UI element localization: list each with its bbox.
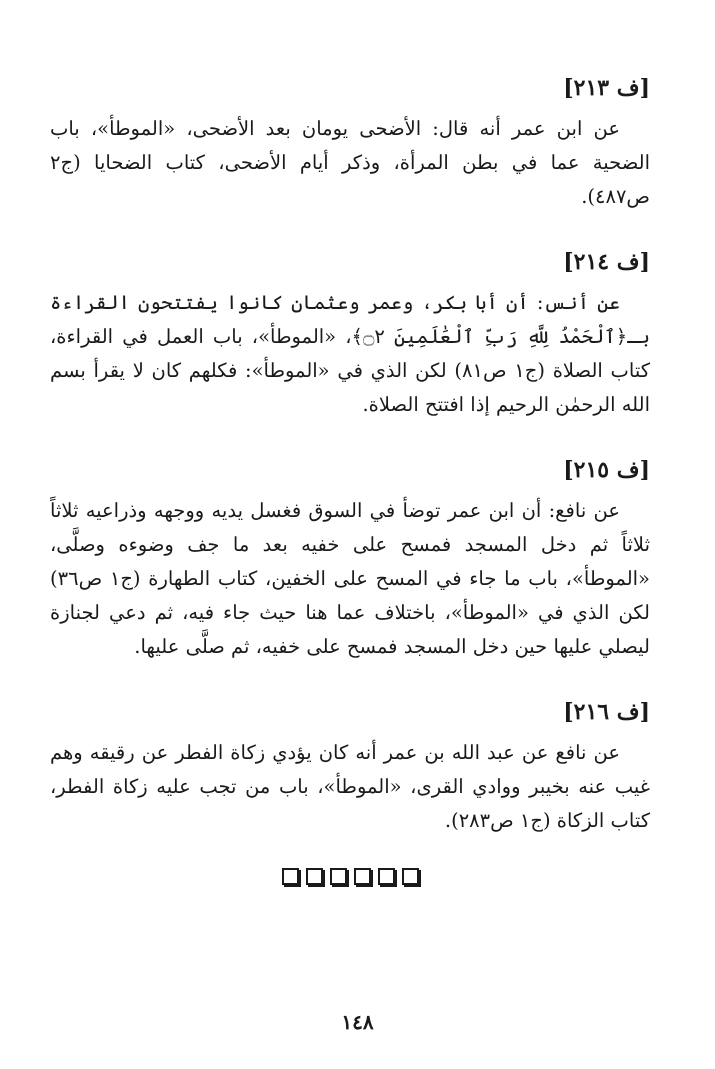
section-216 <box>50 694 650 838</box>
section-text: عن ابن عمر أنه قال: الأضحى يومان بعد الأضحى، «الموطأ»، باب الضحية عما في بطن المرأة، وذكر أيام الأضحى، كتاب الضحايا (ج٢ ص٤٨٧). <box>50 117 650 208</box>
section-separator <box>50 868 650 885</box>
section-heading: [ف ٢١٥] <box>563 457 650 483</box>
section-215 <box>50 452 650 664</box>
separator-box-icon <box>354 868 371 885</box>
section-213 <box>50 70 650 214</box>
section-heading: [ف ٢١٦] <box>563 699 650 725</box>
separator-box-icon <box>378 868 395 885</box>
section-214 <box>50 244 650 422</box>
section-text: عن أنس: أن أبا بكر، وعمر وعثمان كانوا يفتتحون القراءة بـ﴿ٱلْحَمْدُ لِلَّهِ رَبِّ ٱلْعَٰلَمِينَ ۝٢﴾، «الموطأ»، باب العمل في القراءة، كتاب الصلاة (ج١ ص٨١) لكن الذي في «الموطأ»: فكلهم كان لا يقرأ بسم الله الرحمٰن الرحيم إذا افتتح الصلاة. <box>50 291 650 416</box>
separator-box-icon <box>402 868 419 885</box>
page-number: ١٤٨ <box>341 1010 374 1034</box>
section-heading: [ف ٢١٣] <box>563 75 650 101</box>
separator-box-icon <box>330 868 347 885</box>
separator-box-icon <box>282 868 299 885</box>
separator-box-icon <box>306 868 323 885</box>
section-text: عن نافع: أن ابن عمر توضأ في السوق فغسل يديه ووجهه وذراعيه ثلاثاً ثلاثاً ثم دخل المسجد فمسح على خفيه بعد ما جف وضوءه وصلَّى، «الموطأ»، باب ما جاء في المسح على الخفين، كتاب الطهارة (ج١ ص٣٦) لكن الذي في «الموطأ»، باختلاف عما هنا حيث جاء فيه، ثم دعي لجنازة ليصلي عليها حين دخل المسجد فمسح على خفيه، ثم صلَّى عليها. <box>50 499 650 658</box>
page-content <box>50 70 650 885</box>
section-text: عن نافع عن عبد الله بن عمر أنه كان يؤدي زكاة الفطر عن رقيقه وهم غيب عنه بخيبر ووادي القرى، «الموطأ»، باب من تجب عليه زكاة الفطر، كتاب الزكاة (ج١ ص٢٨٣). <box>50 741 650 832</box>
section-heading: [ف ٢١٤] <box>563 249 650 275</box>
